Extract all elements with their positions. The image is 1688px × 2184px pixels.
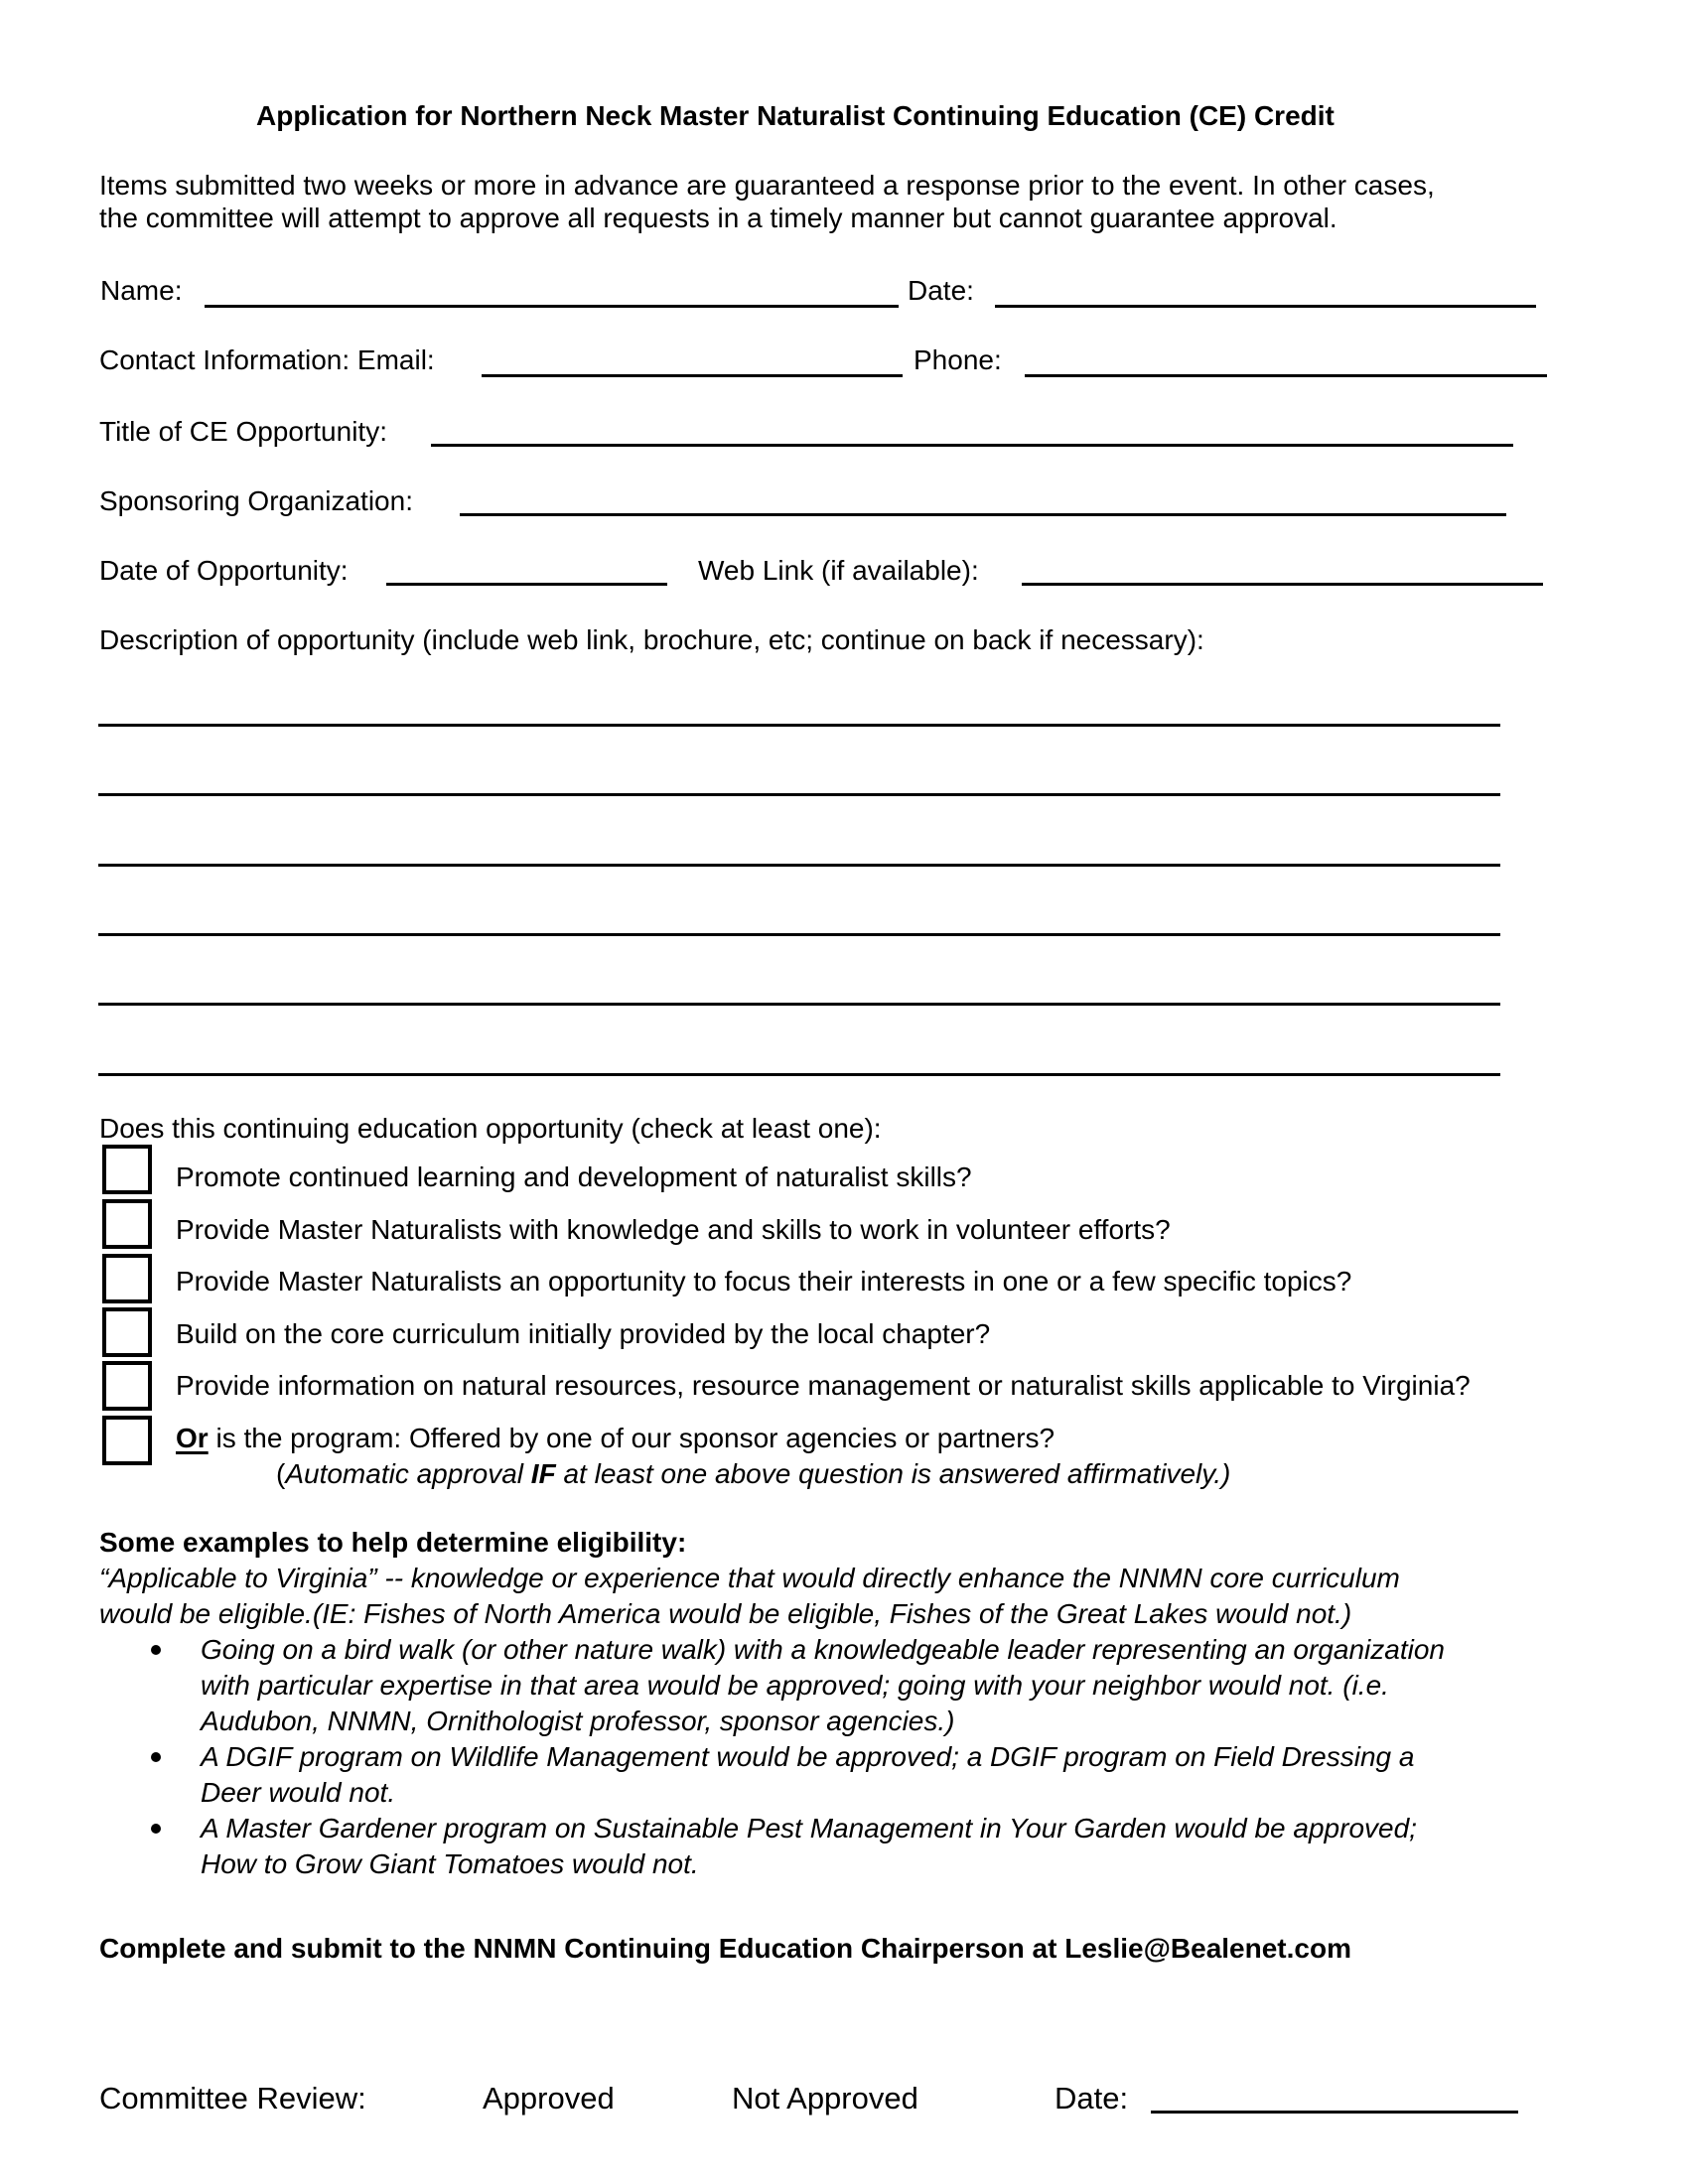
description-line-2[interactable] (98, 793, 1500, 796)
name-field[interactable] (205, 305, 899, 308)
description-line-3[interactable] (98, 864, 1500, 867)
example-1-line-2: with particular expertise in that area would be approved; going with your neighbor would not. (i.e. (201, 1670, 1389, 1701)
criteria-checkbox-5[interactable] (102, 1361, 152, 1411)
sponsor-label: Sponsoring Organization: (99, 485, 413, 516)
example-2-line-1: A DGIF program on Wildlife Management would be approved; a DGIF program on Field Dressing a (201, 1741, 1415, 1772)
example-1-line-3: Audubon, NNMN, Ornithologist professor, sponsor agencies.) (201, 1706, 955, 1736)
criteria-checkbox-3[interactable] (102, 1254, 152, 1303)
description-line-4[interactable] (98, 933, 1500, 936)
criteria-checkbox-6[interactable] (102, 1416, 152, 1465)
intro-text-line-1: Items submitted two weeks or more in advance are guaranteed a response prior to the event. In other cases, (99, 170, 1435, 201)
criteria-label-4: Build on the core curriculum initially provided by the local chapter? (176, 1318, 991, 1349)
criteria-prompt: Does this continuing education opportunity (check at least one): (99, 1113, 882, 1144)
description-line-6[interactable] (98, 1073, 1500, 1076)
opp-date-field[interactable] (386, 583, 667, 586)
criteria-label-5: Provide information on natural resources, resource management or naturalist skills applicable to Virginia? (176, 1370, 1471, 1401)
opp-date-label: Date of Opportunity: (99, 555, 349, 586)
weblink-field[interactable] (1022, 583, 1543, 586)
examples-intro-line-2: would be eligible.(IE: Fishes of North America would be eligible, Fishes of the Great Lakes would not.) (99, 1598, 1352, 1629)
example-3-line-2: How to Grow Giant Tomatoes would not. (201, 1848, 699, 1879)
committee-review-label: Committee Review: (99, 2081, 366, 2116)
approved-option[interactable]: Approved (483, 2081, 615, 2116)
bullet-icon (151, 1824, 161, 1834)
phone-field[interactable] (1025, 374, 1547, 377)
sponsor-field[interactable] (460, 513, 1506, 516)
bullet-icon (151, 1752, 161, 1762)
criteria-label-2: Provide Master Naturalists with knowledge and skills to work in volunteer efforts? (176, 1214, 1171, 1245)
description-line-5[interactable] (98, 1003, 1500, 1006)
or-emphasis: Or (176, 1423, 209, 1453)
intro-text-line-2: the committee will attempt to approve all requests in a timely manner but cannot guarantee approval. (99, 203, 1337, 233)
criteria-label-3: Provide Master Naturalists an opportunity to focus their interests in one or a few specific topics? (176, 1266, 1352, 1297)
example-1-line-1: Going on a bird walk (or other nature walk) with a knowledgeable leader representing an organization (201, 1634, 1445, 1665)
review-date-field[interactable] (1151, 2111, 1518, 2114)
criteria-checkbox-4[interactable] (102, 1307, 152, 1357)
example-2-line-2: Deer would not. (201, 1777, 396, 1808)
criteria-label-6: Or is the program: Offered by one of our sponsor agencies or partners? (176, 1423, 1055, 1453)
auto-approval-note: (Automatic approval IF at least one above question is answered affirmatively.) (276, 1458, 1231, 1489)
criteria-checkbox-2[interactable] (102, 1199, 152, 1249)
example-3-line-1: A Master Gardener program on Sustainable Pest Management in Your Garden would be approved; (201, 1813, 1417, 1843)
page-title: Application for Northern Neck Master Naturalist Continuing Education (CE) Credit (256, 100, 1335, 131)
not-approved-option[interactable]: Not Approved (732, 2081, 918, 2116)
ce-title-field[interactable] (431, 444, 1513, 447)
examples-heading: Some examples to help determine eligibility: (99, 1527, 687, 1558)
submit-instruction: Complete and submit to the NNMN Continuing Education Chairperson at Leslie@Bealenet.com (99, 1933, 1351, 1964)
email-field[interactable] (482, 374, 903, 377)
date-label: Date: (908, 275, 974, 306)
ce-title-label: Title of CE Opportunity: (99, 416, 387, 447)
weblink-label: Web Link (if available): (698, 555, 979, 586)
criteria-checkbox-1[interactable] (102, 1145, 152, 1194)
phone-label: Phone: (914, 344, 1002, 375)
review-date-label: Date: (1055, 2081, 1129, 2116)
examples-intro-line-1: “Applicable to Virginia” -- knowledge or experience that would directly enhance the NNMN core curriculum (99, 1563, 1400, 1593)
name-label: Name: (100, 275, 183, 306)
date-field[interactable] (995, 305, 1536, 308)
description-label: Description of opportunity (include web link, brochure, etc; continue on back if necessary): (99, 624, 1204, 655)
criteria-label-1: Promote continued learning and development of naturalist skills? (176, 1161, 972, 1192)
bullet-icon (151, 1645, 161, 1655)
email-label: Contact Information: Email: (99, 344, 435, 375)
description-line-1[interactable] (98, 724, 1500, 727)
